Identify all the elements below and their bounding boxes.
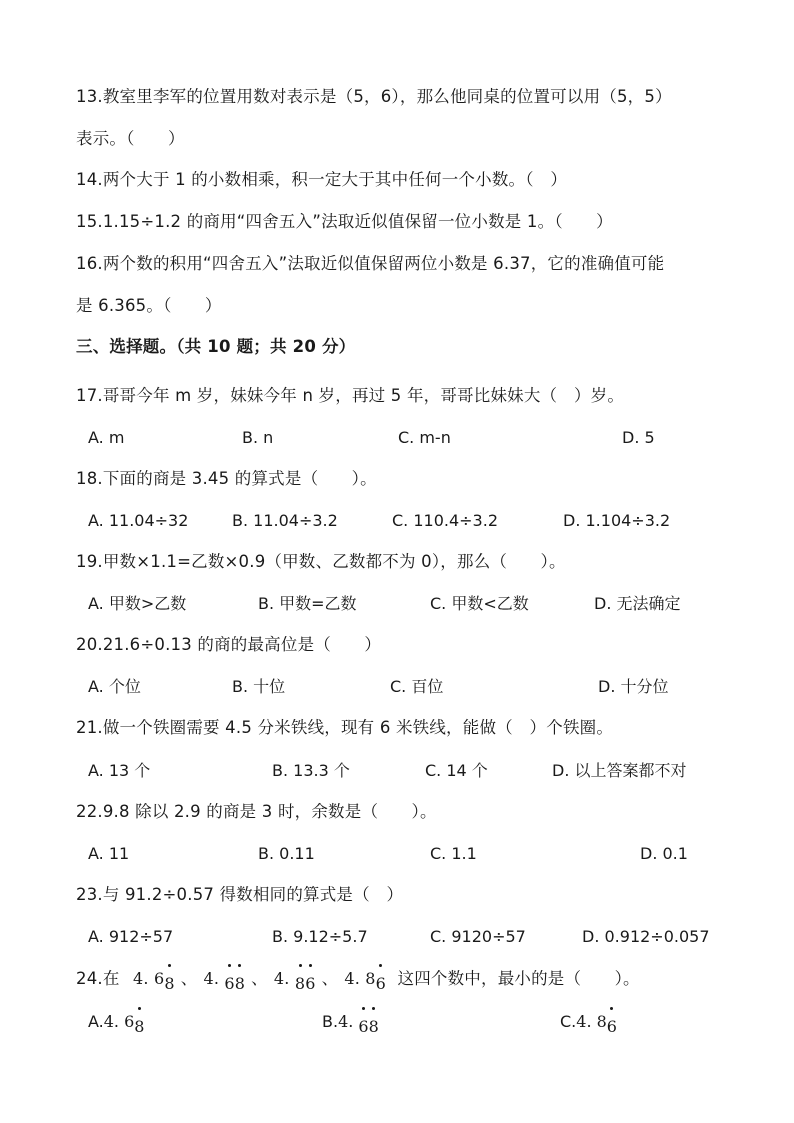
repeating-decimal-4 [344, 968, 387, 993]
option-19-a: A. 甲数>乙数 [88, 594, 187, 613]
question-15: 15.1.15÷1.2 的商用“四舍五入”法取近似值保留一位小数是 1。（ ） [76, 212, 613, 231]
repeating-decimal [338, 1011, 379, 1036]
option-17-c: C. m-n [398, 428, 451, 447]
question-17: 17.哥哥今年 m 岁，妹妹今年 n 岁，再过 5 年，哥哥比妹妹大（ ）岁。 [76, 386, 625, 405]
option-17-d: D. 5 [622, 428, 655, 447]
decimal-base: 4. 6 [133, 969, 165, 988]
option-22-d: D. 0.1 [640, 844, 688, 863]
option-21-c: C. 14 个 [425, 761, 488, 780]
repeating-digit: 6 [607, 1016, 617, 1038]
option-17-b: B. n [242, 428, 274, 447]
question-16-line-1: 16.两个数的积用“四舍五入”法取近似值保留两位小数是 6.37，它的准确值可能 [76, 254, 665, 273]
question-14: 14.两个大于 1 的小数相乘，积一定大于其中任何一个小数。（ ） [76, 170, 568, 189]
option-20-a: A. 个位 [88, 677, 141, 696]
option-18-a: A. 11.04÷32 [88, 511, 189, 530]
option-20-c: C. 百位 [390, 677, 444, 696]
separator: 、 [251, 969, 268, 988]
question-19: 19.甲数×1.1=乙数×0.9（甲数、乙数都不为 0），那么（ ）。 [76, 552, 566, 571]
repeating-decimal [103, 1011, 145, 1036]
question-21: 21.做一个铁圈需要 4.5 分米铁线，现有 6 米铁线，能做（ ）个铁圈。 [76, 718, 614, 737]
question-18: 18.下面的商是 3.45 的算式是（ ）。 [76, 469, 377, 488]
repeating-decimal-1 [133, 968, 175, 993]
decimal-base: 4. [203, 969, 225, 988]
question-24 [76, 968, 640, 993]
repeating-digit: 8 [295, 973, 305, 995]
repeating-digit: 8 [369, 1016, 379, 1038]
option-23-d: D. 0.912÷0.057 [582, 927, 710, 946]
decimal-base: 4. 8 [576, 1012, 607, 1031]
question-16-line-2: 是 6.365。（ ） [76, 296, 222, 315]
option-17-a: A. m [88, 428, 125, 447]
option-21-d: D. 以上答案都不对 [552, 761, 687, 780]
option-18-c: C. 110.4÷3.2 [392, 511, 498, 530]
option-22-a: A. 11 [88, 844, 130, 863]
question-13-line-2: 表示。（ ） [76, 129, 185, 148]
repeating-digit: 6 [224, 973, 234, 995]
option-23-c: C. 9120÷57 [430, 927, 526, 946]
repeat-dot-icon [379, 964, 382, 967]
option-24-a [88, 1011, 145, 1036]
option-19-d: D. 无法确定 [594, 594, 681, 613]
repeating-digit: 6 [305, 973, 315, 995]
question-20: 20.21.6÷0.13 的商的最高位是（ ） [76, 635, 382, 654]
repeat-dot-icon [168, 964, 171, 967]
repeating-decimal-3 [273, 968, 316, 993]
repeating-digit: 6 [358, 1016, 368, 1038]
repeating-digit: 8 [235, 973, 245, 995]
option-label: B. [322, 1012, 339, 1031]
question-13-line-1: 13.教室里李军的位置用数对表示是（5，6），那么他同桌的位置可以用（5，5） [76, 87, 672, 106]
decimal-base: 4. [273, 969, 295, 988]
repeating-digit: 8 [164, 973, 174, 995]
repeat-dot-icon [228, 964, 231, 967]
option-21-b: B. 13.3 个 [272, 761, 350, 780]
option-19-b: B. 甲数=乙数 [258, 594, 357, 613]
option-21-a: A. 13 个 [88, 761, 151, 780]
repeat-dot-icon [238, 964, 241, 967]
decimal-base: 4. 8 [344, 969, 376, 988]
option-19-c: C. 甲数<乙数 [430, 594, 529, 613]
option-23-a: A. 912÷57 [88, 927, 174, 946]
question-24-prefix: 24.在 [76, 969, 120, 988]
option-label: A. [88, 1012, 104, 1031]
option-20-d: D. 十分位 [598, 677, 669, 696]
option-24-b [322, 1011, 379, 1036]
decimal-base: 4. [338, 1012, 359, 1031]
repeating-digit: 8 [134, 1016, 144, 1038]
separator: 、 [180, 969, 198, 988]
option-24-c [560, 1011, 617, 1036]
decimal-base: 4. 6 [103, 1012, 135, 1031]
option-20-b: B. 十位 [232, 677, 286, 696]
repeat-dot-icon [138, 1007, 141, 1010]
repeating-decimal-2 [203, 968, 246, 993]
repeating-digit: 6 [376, 973, 386, 995]
option-22-b: B. 0.11 [258, 844, 315, 863]
repeat-dot-icon [610, 1007, 613, 1010]
repeating-decimal [576, 1011, 617, 1036]
question-24-suffix: 这四个数中，最小的是（ ）。 [397, 969, 640, 988]
repeat-dot-icon [309, 964, 312, 967]
question-23: 23.与 91.2÷0.57 得数相同的算式是（ ） [76, 885, 404, 904]
repeat-dot-icon [299, 964, 302, 967]
option-label: C. [560, 1012, 577, 1031]
option-18-d: D. 1.104÷3.2 [563, 511, 671, 530]
repeat-dot-icon [372, 1007, 375, 1010]
separator: 、 [321, 969, 339, 988]
repeat-dot-icon [362, 1007, 365, 1010]
section-heading-choice: 三、选择题。（共 10 题；共 20 分） [76, 337, 356, 356]
option-22-c: C. 1.1 [430, 844, 477, 863]
option-23-b: B. 9.12÷5.7 [272, 927, 368, 946]
option-18-b: B. 11.04÷3.2 [232, 511, 338, 530]
question-22: 22.9.8 除以 2.9 的商是 3 时，余数是（ ）。 [76, 802, 437, 821]
